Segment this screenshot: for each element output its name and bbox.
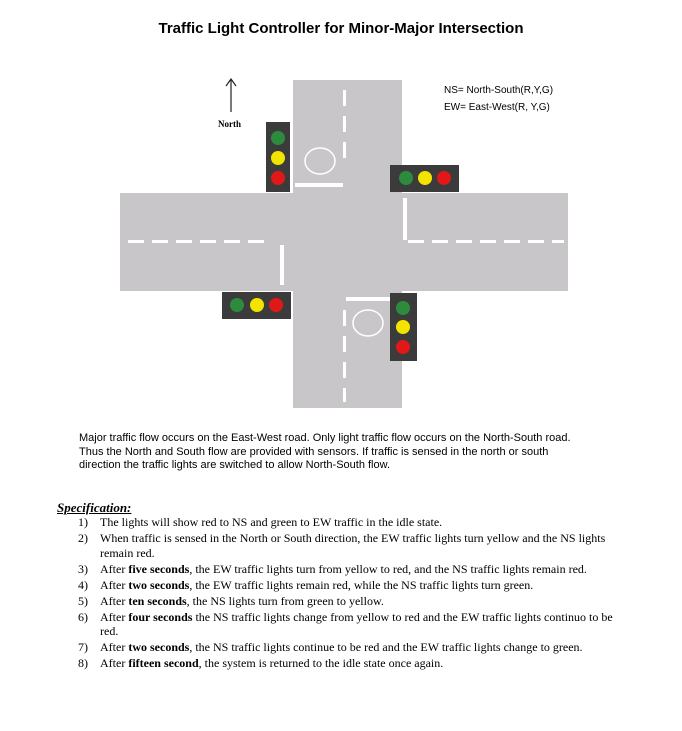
specification-item <box>78 610 618 639</box>
item-text: After <box>100 577 129 592</box>
yellow-light-icon <box>396 320 410 334</box>
item-text: , the EW traffic lights turn from yellow to red, and the NS traffic lights remain red. <box>189 561 587 576</box>
traffic-light-west <box>222 292 291 319</box>
green-light-icon <box>396 301 410 315</box>
legend-ew: EW= East-West(R, Y,G) <box>444 102 550 113</box>
green-light-icon <box>230 298 244 312</box>
legend <box>444 85 553 113</box>
stop-line-east <box>403 198 407 240</box>
item-number: 3) <box>78 561 88 576</box>
lane-dash <box>432 240 448 243</box>
item-text: After <box>100 640 129 654</box>
green-light-icon <box>271 131 285 145</box>
lane-dash <box>343 362 346 378</box>
red-light-icon <box>269 298 283 312</box>
specification-item <box>78 578 618 593</box>
lane-dash <box>528 240 544 243</box>
north-label: North <box>218 119 241 129</box>
item-number: 5) <box>78 593 88 608</box>
item-emphasis: two seconds <box>128 640 190 654</box>
page-title: Traffic Light Controller for Minor-Major Intersection <box>158 20 524 37</box>
specification-item <box>78 594 618 609</box>
description-line: Thus the North and South flow are provided with sensors. If traffic is sensed in the north or south <box>79 445 549 458</box>
lane-dash <box>128 240 144 243</box>
description-line: Major traffic flow occurs on the East-West road. Only light traffic flow occurs on the North-South road. <box>79 432 571 444</box>
lane-dash <box>152 240 168 243</box>
specification-item <box>78 515 618 530</box>
item-text: , the NS lights turn from green to yellow. <box>186 593 384 608</box>
lane-dash <box>343 116 346 132</box>
item-text: After <box>100 593 129 608</box>
item-text: After <box>100 561 129 576</box>
specification-item <box>78 656 618 671</box>
item-text: , the EW traffic lights remain red, while the NS traffic lights turn green. <box>189 577 534 592</box>
item-number: 6) <box>78 609 88 624</box>
item-emphasis: four seconds <box>128 609 193 624</box>
lane-dash <box>480 240 496 243</box>
description-line: direction the traffic lights are switched to allow North-South flow. <box>79 459 391 471</box>
item-text: , the system is returned to the idle state once again. <box>198 656 444 670</box>
item-emphasis: ten seconds <box>128 593 187 608</box>
description <box>79 432 619 473</box>
item-text: the NS traffic lights change from yellow to red and the EW traffic lights continuo to be red. <box>100 609 613 638</box>
traffic-light-south <box>390 293 417 361</box>
yellow-light-icon <box>271 151 285 165</box>
item-number: 8) <box>78 656 88 670</box>
red-light-icon <box>396 340 410 354</box>
item-number: 2) <box>78 531 88 545</box>
lane-dash <box>343 310 346 326</box>
lane-dash <box>176 240 192 243</box>
specification-item <box>78 640 618 655</box>
traffic-light-north <box>266 122 290 192</box>
lane-dash <box>456 240 472 243</box>
green-light-icon <box>399 171 413 185</box>
lane-dash <box>408 240 424 243</box>
specification-item <box>78 562 618 577</box>
lane-dash <box>200 240 216 243</box>
lane-dash <box>343 336 346 352</box>
item-number: 7) <box>78 640 88 654</box>
yellow-light-icon <box>250 298 264 312</box>
lane-dash <box>343 142 346 158</box>
specification-item <box>78 531 618 560</box>
item-number: 1) <box>78 515 88 529</box>
item-number: 4) <box>78 577 88 592</box>
lane-dash <box>343 90 346 106</box>
stop-line-north <box>295 183 343 187</box>
red-light-icon <box>271 171 285 185</box>
lane-dash <box>248 240 264 243</box>
lane-dash <box>224 240 240 243</box>
item-text: The lights will show red to NS and green to EW traffic in the idle state. <box>100 515 443 529</box>
lane-dash <box>504 240 520 243</box>
stop-line-west <box>280 245 284 285</box>
specification-heading: Specification: <box>57 500 132 515</box>
item-emphasis: five seconds <box>128 561 190 576</box>
item-text: When traffic is sensed in the North or South direction, the EW traffic lights turn yellow and the NS lights remain red. <box>100 531 606 560</box>
north-indicator <box>218 79 241 129</box>
red-light-icon <box>437 171 451 185</box>
traffic-light-east <box>390 165 459 192</box>
yellow-light-icon <box>418 171 432 185</box>
item-text: , the NS traffic lights continue to be red and the EW traffic lights change to green. <box>189 640 583 654</box>
item-emphasis: fifteen second <box>128 656 199 670</box>
lane-dash <box>552 240 564 243</box>
specification-list <box>78 515 618 672</box>
lane-dash <box>343 388 346 402</box>
item-text: After <box>100 656 129 670</box>
legend-ns: NS= North-South(R,Y,G) <box>444 85 554 96</box>
item-text: After <box>100 609 129 624</box>
item-emphasis: two seconds <box>128 577 190 592</box>
